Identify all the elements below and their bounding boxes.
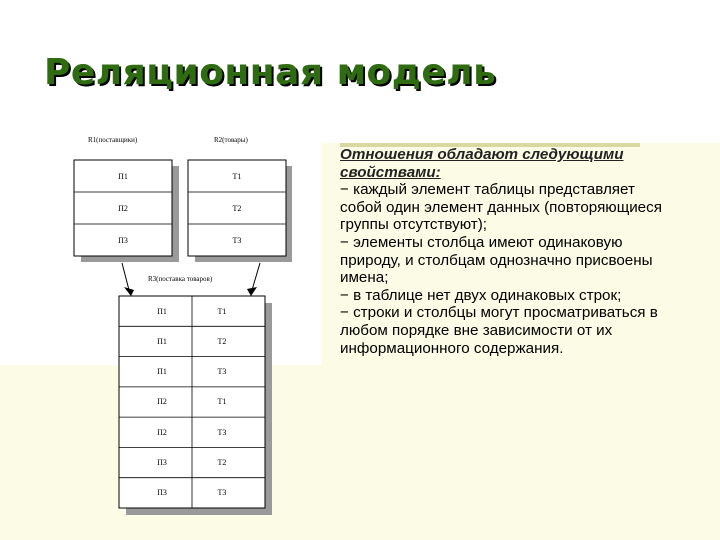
page-title: Реляционная модель — [44, 52, 497, 93]
table-r3-cell: П1 — [157, 367, 167, 376]
table-r1-cell: П1 — [118, 172, 128, 181]
arrow-left — [122, 263, 129, 290]
property-item: − каждый элемент таблицы представляет собой один элемент данных (повторяющиеся группы отсутствуют); — [340, 181, 662, 234]
table-r2-cell: Т2 — [232, 204, 242, 213]
table-r3-cell: Т3 — [217, 428, 227, 437]
table-r3-cell: П2 — [157, 397, 167, 406]
table-r1-cell: П3 — [118, 236, 128, 245]
table-r3-cell: П1 — [157, 307, 167, 316]
table-r3-cell: П3 — [157, 458, 167, 467]
table-r3-cell: П1 — [157, 337, 167, 346]
table-r2-label: R2(товары) — [214, 136, 248, 144]
table-r3-cell: П3 — [157, 488, 167, 497]
table-r3-cell: П2 — [157, 428, 167, 437]
property-item: − элементы столбца имеют одинаковую природу, и столбцам однозначно присвоены имена; — [340, 233, 653, 287]
arrow-right — [252, 263, 260, 290]
table-r3-cell: Т1 — [217, 307, 227, 316]
table-r3-cell: Т2 — [217, 458, 227, 467]
property-item: − строки и столбцы могут просматриваться в любом порядке вне зависимости от их информационного содержания. — [340, 304, 658, 357]
relational-diagram — [62, 130, 292, 525]
arrow-right-head — [247, 287, 257, 296]
table-r2-cell: Т1 — [232, 172, 242, 181]
table-r1-label: R1(поставщики) — [88, 136, 138, 144]
table-r3-cell: Т3 — [217, 488, 227, 497]
table-r2-cell: Т3 — [232, 236, 242, 245]
table-r3-cell: Т2 — [217, 337, 227, 346]
properties-lead: Отношения обладают следующими свойствами: — [340, 146, 624, 181]
table-r3-cell: Т3 — [217, 367, 227, 376]
table-r3-label: R3(поставка товаров) — [148, 275, 213, 283]
table-r3-cell: Т1 — [217, 397, 227, 406]
property-item: − в таблице нет двух одинаковых строк; — [340, 286, 622, 304]
table-r1-cell: П2 — [118, 204, 128, 213]
properties-text — [340, 146, 680, 357]
